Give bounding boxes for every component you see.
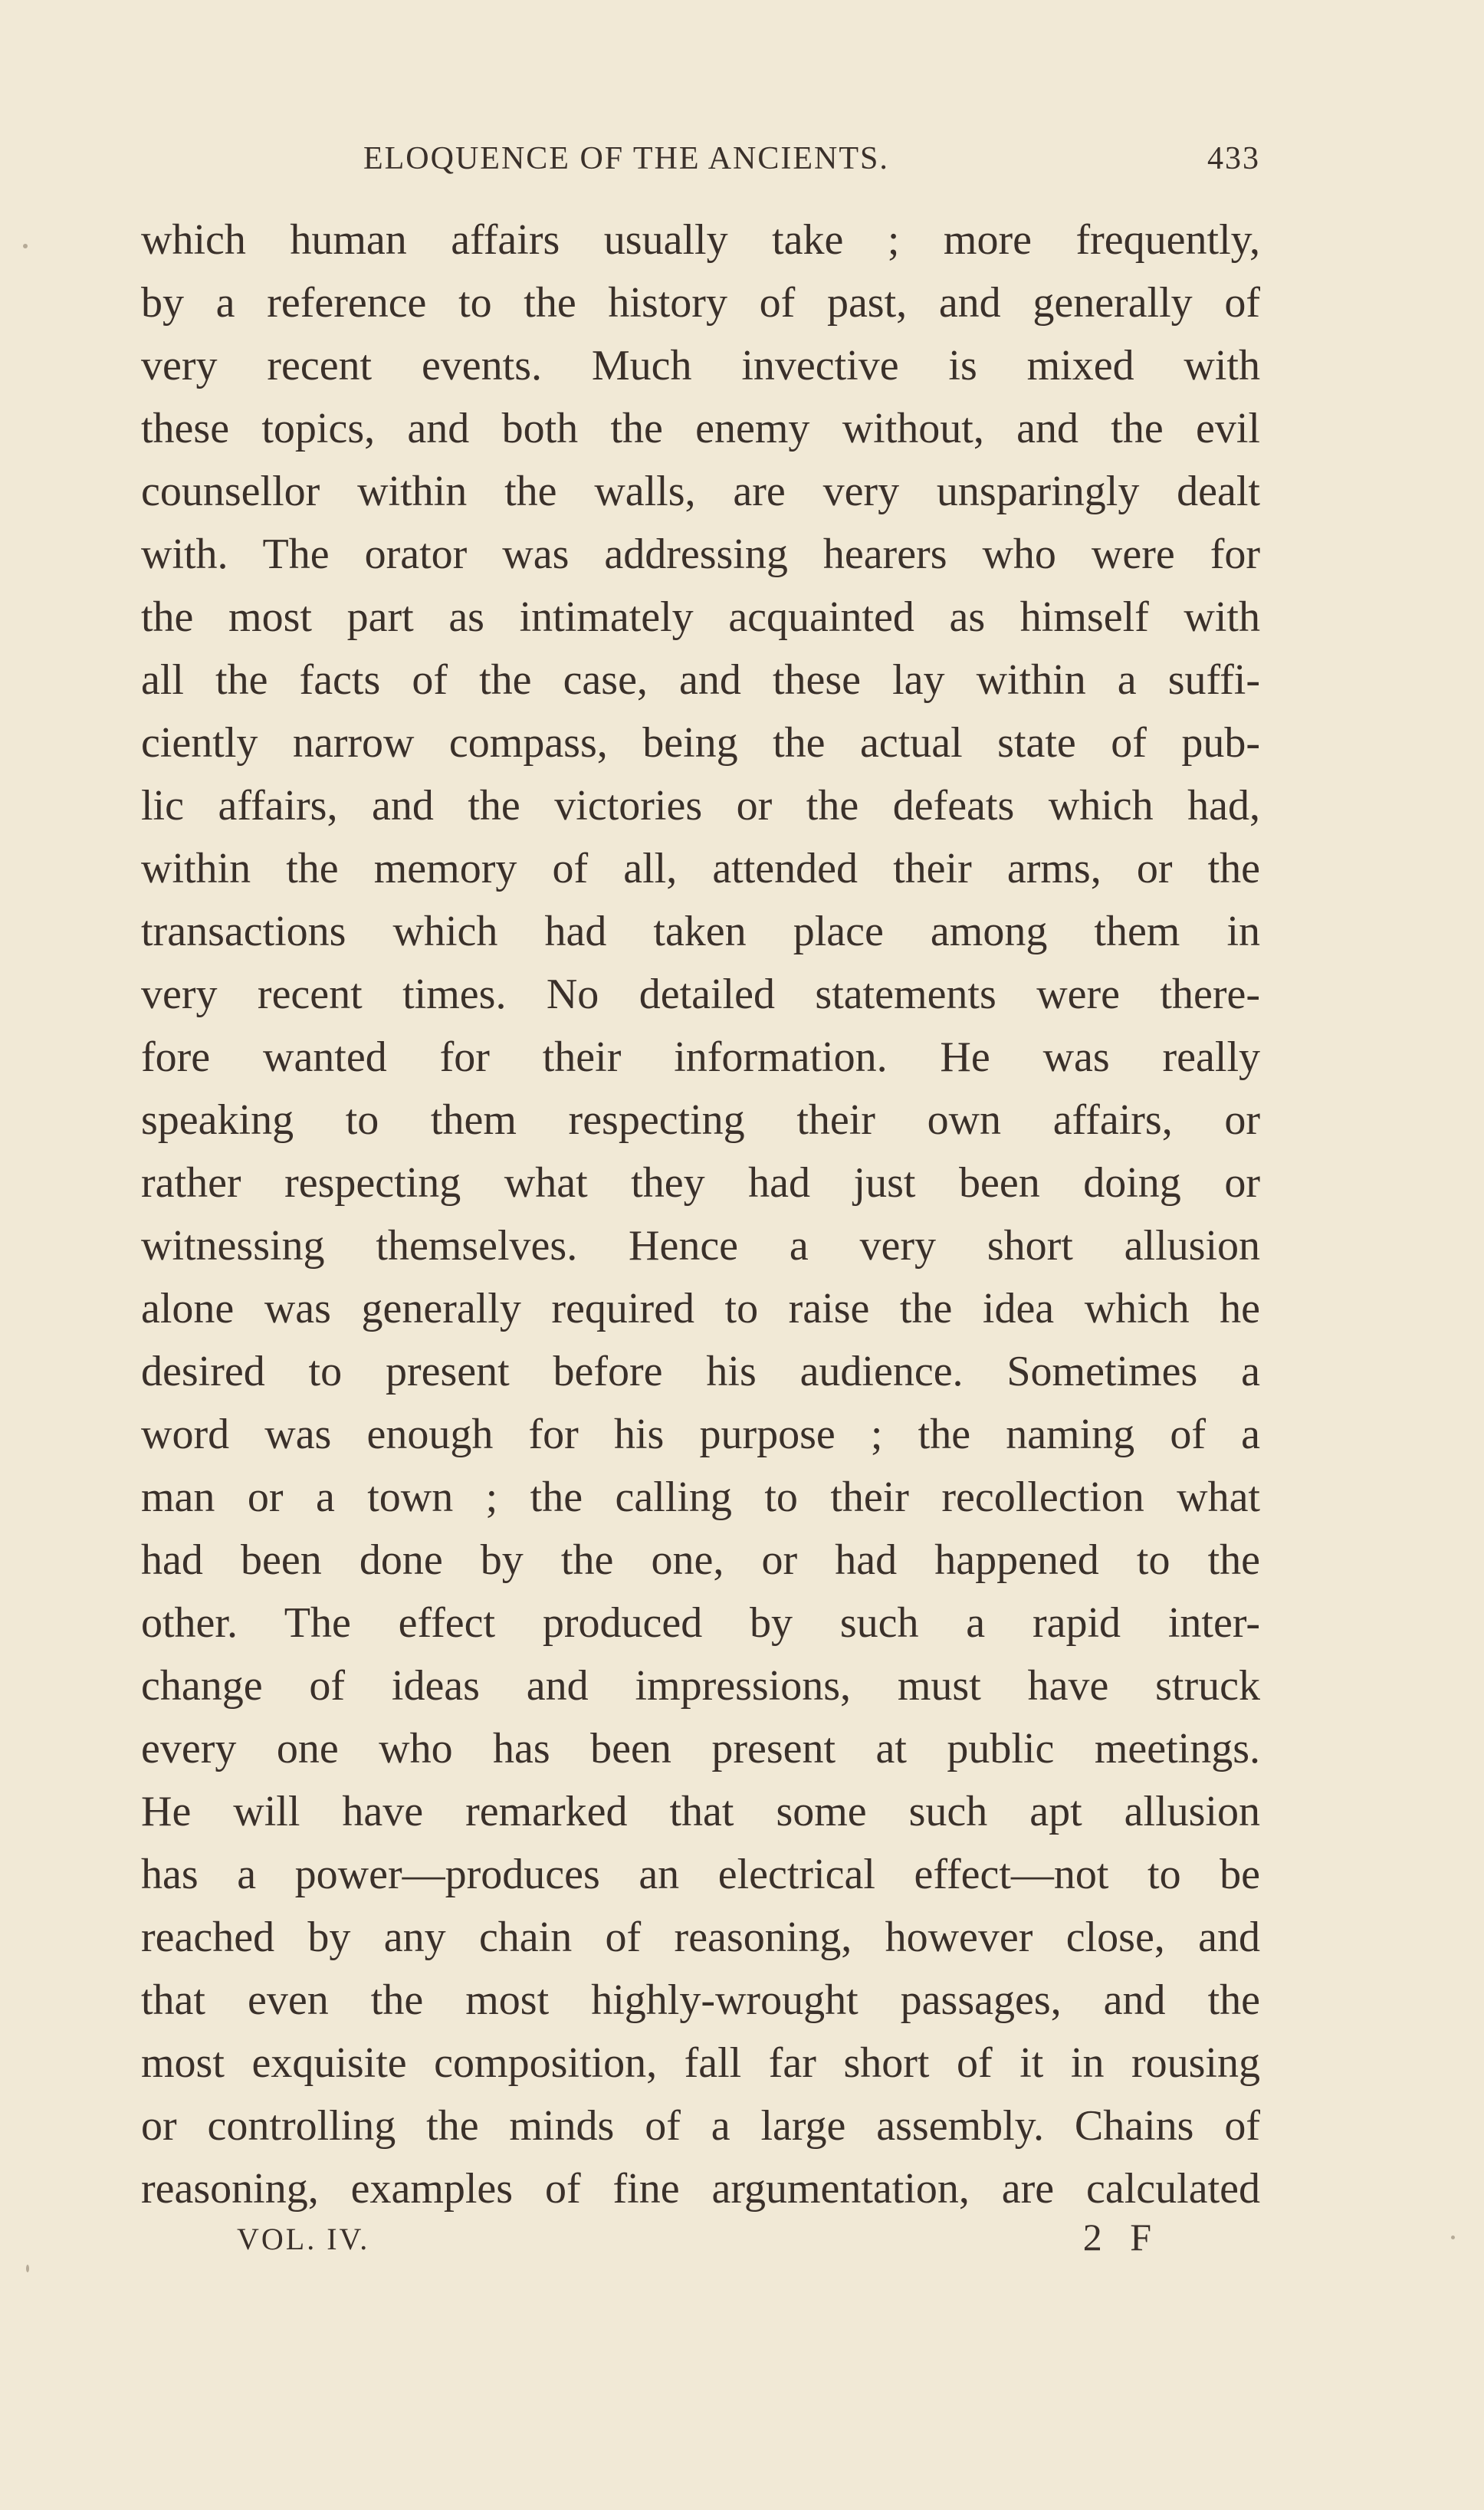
text-line: all the facts of the case, and these lay within a suffi- xyxy=(141,656,1260,704)
text-line: that even the most highly-wrought passages, and the xyxy=(141,1976,1260,2024)
text-line: very recent times. No detailed statements were there- xyxy=(141,971,1260,1018)
text-line: the most part as intimately acquainted as himself with xyxy=(141,593,1260,641)
volume-label: VOL. IV. xyxy=(237,2222,370,2256)
running-title: ELOQUENCE OF THE ANCIENTS. xyxy=(363,141,889,176)
page-number: 433 xyxy=(1207,141,1260,176)
text-line: He will have remarked that some such apt allusion xyxy=(141,1788,1260,1835)
text-line: rather respecting what they had just been doing or xyxy=(141,1159,1260,1207)
text-line: these topics, and both the enemy without, and the evil xyxy=(141,405,1260,452)
text-line: within the memory of all, attended their arms, or the xyxy=(141,845,1260,892)
signature-mark: 2 F xyxy=(1082,2216,1161,2259)
body-text xyxy=(141,209,1260,2220)
text-line: had been done by the one, or had happened to the xyxy=(141,1536,1260,1584)
page-footer xyxy=(141,2216,1260,2267)
paper-speck xyxy=(1451,2236,1455,2239)
text-line: desired to present before his audience. Sometimes a xyxy=(141,1348,1260,1395)
text-line: every one who has been present at public meetings. xyxy=(141,1725,1260,1772)
text-line: lic affairs, and the victories or the defeats which had, xyxy=(141,782,1260,830)
text-line: other. The effect produced by such a rapid inter- xyxy=(141,1599,1260,1647)
text-line: reasoning, examples of fine argumentation, are calculated xyxy=(141,2165,1260,2213)
running-head xyxy=(141,140,1260,186)
text-line: has a power—produces an electrical effect—not to be xyxy=(141,1851,1260,1898)
text-line: most exquisite composition, fall far short of it in rousing xyxy=(141,2039,1260,2087)
text-line: ciently narrow compass, being the actual state of pub- xyxy=(141,719,1260,767)
text-line: which human affairs usually take ; more frequently, xyxy=(141,216,1260,264)
text-line: or controlling the minds of a large assembly. Chains of xyxy=(141,2102,1260,2150)
text-line: counsellor within the walls, are very unsparingly dealt xyxy=(141,468,1260,515)
text-line: speaking to them respecting their own affairs, or xyxy=(141,1096,1260,1144)
text-line: very recent events. Much invective is mixed with xyxy=(141,342,1260,389)
text-line: man or a town ; the calling to their recollection what xyxy=(141,1473,1260,1521)
text-line: by a reference to the history of past, and generally of xyxy=(141,279,1260,327)
text-line: word was enough for his purpose ; the naming of a xyxy=(141,1411,1260,1458)
paper-speck xyxy=(26,2265,29,2272)
text-line: reached by any chain of reasoning, however close, and xyxy=(141,1914,1260,1961)
text-line: alone was generally required to raise the idea which he xyxy=(141,1285,1260,1332)
text-line: with. The orator was addressing hearers who were for xyxy=(141,531,1260,578)
paper-speck xyxy=(23,244,28,248)
text-line: witnessing themselves. Hence a very short allusion xyxy=(141,1222,1260,1270)
text-line: fore wanted for their information. He was really xyxy=(141,1033,1260,1081)
text-line: transactions which had taken place among them in xyxy=(141,908,1260,955)
text-line: change of ideas and impressions, must have struck xyxy=(141,1662,1260,1710)
